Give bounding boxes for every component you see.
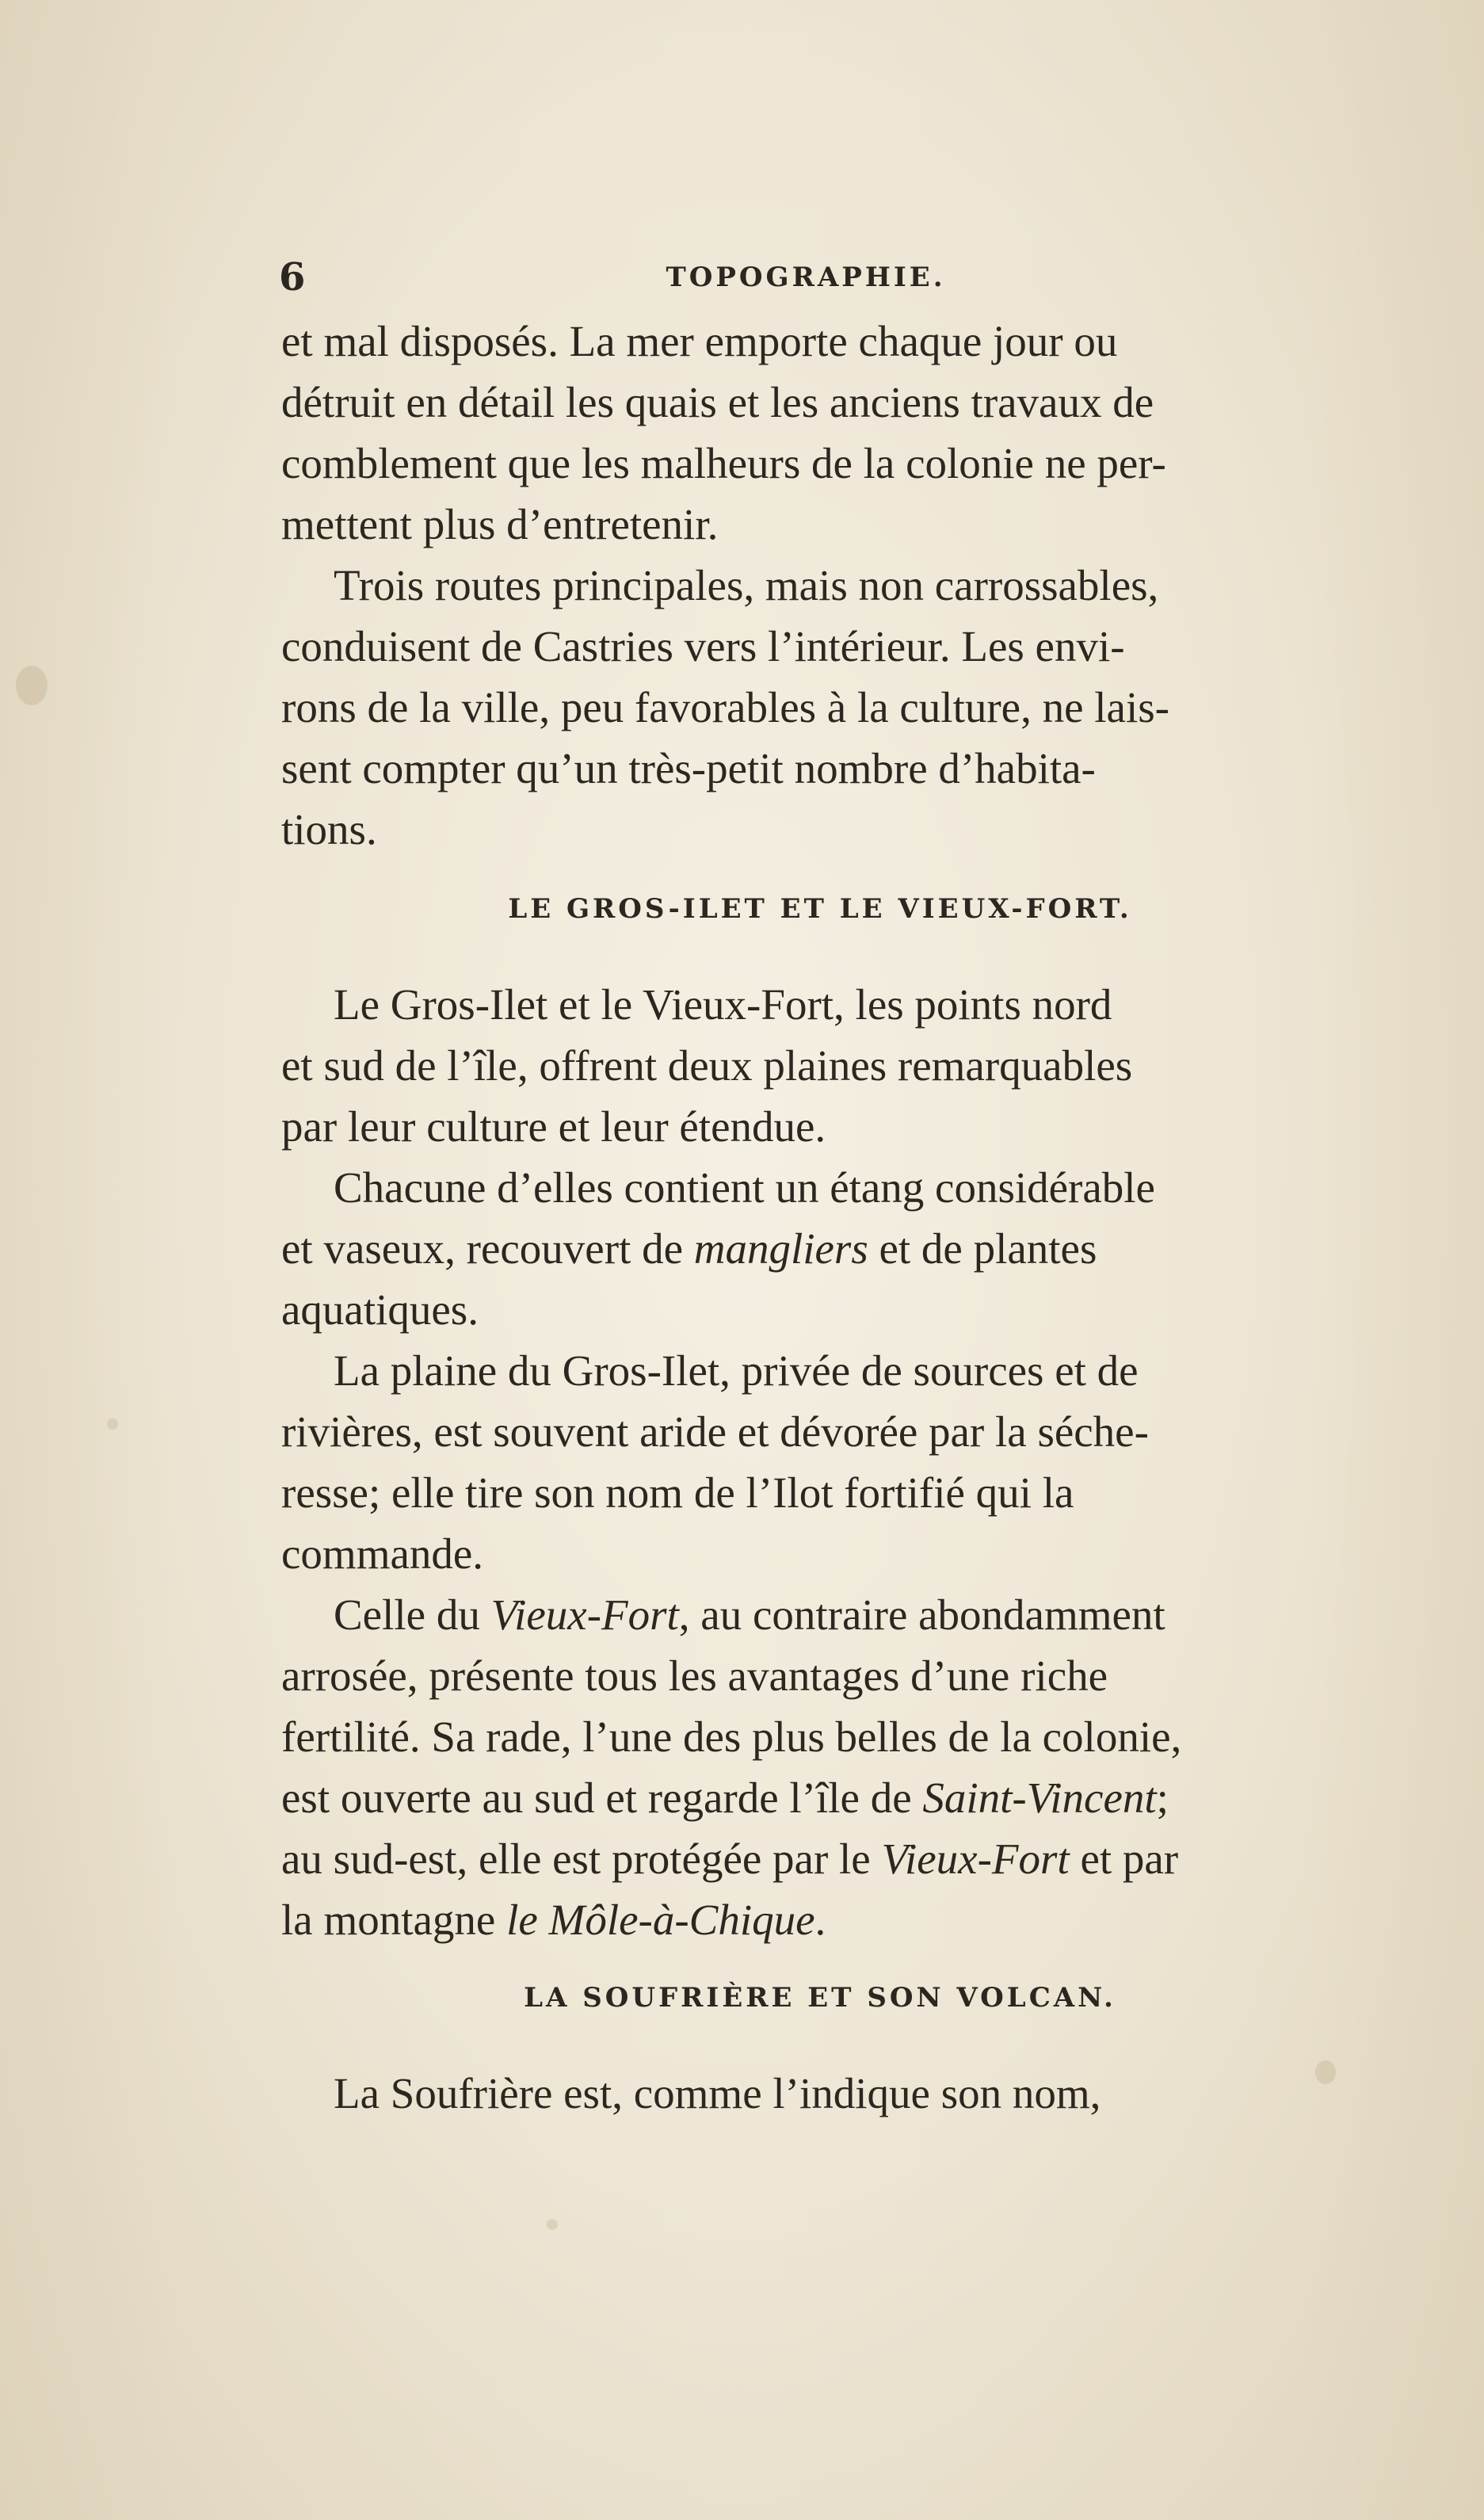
text-line — [334, 1590, 1165, 1639]
text-span: . — [814, 1896, 826, 1944]
italic-place-name: Vieux-Fort — [881, 1835, 1070, 1883]
text-line — [281, 1835, 1178, 1883]
italic-place-name: Saint-Vincent — [922, 1774, 1157, 1822]
text-span: ; — [1156, 1774, 1169, 1822]
text-line: par leur culture et leur étendue. — [281, 1102, 826, 1151]
text-span: est ouverte au sud et regarde l’île de — [281, 1774, 923, 1822]
text-line: comblement que les malheurs de la colonie ne per- — [281, 439, 1166, 487]
text-line — [281, 1774, 1169, 1822]
paragraph — [281, 974, 1359, 1157]
text-line: La Soufrière est, comme l’indique son nom, — [334, 2069, 1101, 2117]
paper-stain — [16, 666, 48, 705]
text-line — [281, 1224, 1097, 1273]
text-line — [281, 1896, 826, 1944]
text-line: conduisent de Castries vers l’intérieur. Les envi- — [281, 622, 1125, 670]
text-line: arrosée, présente tous les avantages d’une riche — [281, 1651, 1108, 1700]
text-line: tions. — [281, 805, 377, 853]
running-head — [279, 254, 1333, 301]
text-span: et par — [1069, 1835, 1179, 1883]
text-span: Celle du — [334, 1590, 491, 1639]
text-span: , au contraire abondamment — [678, 1590, 1165, 1639]
italic-place-name: Vieux-Fort — [490, 1590, 679, 1639]
text-line: La plaine du Gros-Ilet, privée de sources et de — [334, 1346, 1139, 1395]
italic-term: mangliers — [693, 1224, 868, 1273]
text-line: aquatiques. — [281, 1285, 479, 1334]
page-number: 6 — [279, 255, 306, 300]
text-span: et vaseux, recouvert de — [281, 1224, 694, 1273]
text-line: détruit en détail les quais et les anciens travaux de — [281, 378, 1154, 426]
paper-stain — [107, 1418, 118, 1430]
paragraph — [281, 1584, 1359, 1950]
text-span: au sud-est, elle est protégée par le — [281, 1835, 882, 1883]
section-heading: LE GROS-ILET ET LE VIEUX-FORT. — [508, 893, 1132, 925]
text-line: fertilité. Sa rade, l’une des plus belles de la colonie, — [281, 1712, 1182, 1761]
text-line: sent compter qu’un très-petit nombre d’habita- — [281, 744, 1096, 792]
paragraph — [281, 1340, 1359, 1584]
paragraph — [281, 2063, 1359, 2124]
paragraph — [281, 1157, 1359, 1340]
section-heading: LA SOUFRIÈRE ET SON VOLCAN. — [524, 1982, 1116, 2014]
text-line: et mal disposés. La mer emporte chaque jour ou — [281, 317, 1118, 365]
text-span: et de plantes — [868, 1224, 1097, 1273]
text-line: rivières, est souvent aride et dévorée par la séche- — [281, 1407, 1149, 1456]
running-title: TOPOGRAPHIE. — [666, 262, 946, 293]
text-line: rons de la ville, peu favorables à la culture, ne lais- — [281, 683, 1169, 731]
text-span: la montagne — [281, 1896, 507, 1944]
text-line: commande. — [281, 1529, 484, 1578]
paragraph — [281, 311, 1359, 555]
text-line: Le Gros-Ilet et le Vieux-Fort, les points nord — [334, 980, 1112, 1029]
body-text — [281, 311, 1359, 2124]
paper-stain — [547, 2219, 558, 2230]
text-line: resse; elle tire son nom de l’Ilot fortifié qui la — [281, 1468, 1074, 1517]
text-line: mettent plus d’entretenir. — [281, 500, 719, 548]
paragraph — [281, 555, 1359, 860]
text-line: Trois routes principales, mais non carrossables, — [334, 561, 1159, 609]
text-line: et sud de l’île, offrent deux plaines remarquables — [281, 1041, 1133, 1090]
italic-place-name: le Môle-à-Chique — [506, 1896, 815, 1944]
text-line: Chacune d’elles contient un étang considérable — [334, 1163, 1155, 1212]
